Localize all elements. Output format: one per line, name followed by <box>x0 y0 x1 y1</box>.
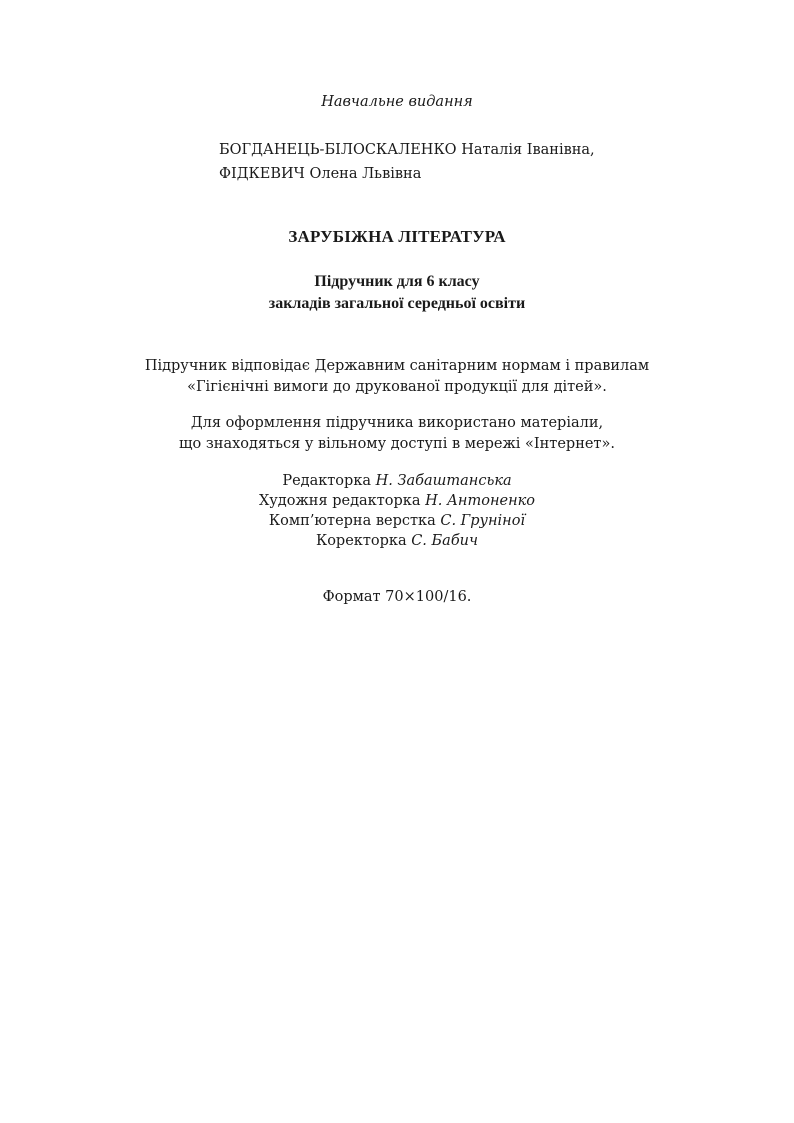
credit-name: Н. Забаштанська <box>375 473 512 489</box>
credit-name: Н. Антоненко <box>425 493 536 509</box>
book-title: ЗАРУБІЖНА ЛІТЕРАТУРА <box>288 227 506 246</box>
credit-art-editor <box>0 491 794 511</box>
credit-layout <box>0 511 794 531</box>
sanitary-note-line-1: Підручник відповідає Державним санітарним нормам і правилам <box>144 358 650 374</box>
credit-role: Редакторка <box>282 473 372 489</box>
credit-role: Комп’ютерна верстка <box>268 513 436 529</box>
credit-proofreader <box>0 531 794 551</box>
materials-note-line-2: що знаходяться у вільному доступі в мережі «Інтернет». <box>179 436 615 452</box>
credit-editor <box>0 471 794 491</box>
subtitle-line-2: закладів загальної середньої освіти <box>268 295 526 312</box>
edition-type: Навчальне видання <box>321 94 473 110</box>
author-2 <box>219 164 421 184</box>
author-1-surname: БОГДАНЕЦЬ-БІЛОСКАЛЕНКО <box>219 142 457 158</box>
author-2-surname: ФІДКЕВИЧ <box>219 166 305 182</box>
sanitary-note-line-2: «Гігієнічні вимоги до друкованої продукції для дітей». <box>187 379 607 395</box>
credit-role: Художня редакторка <box>258 493 421 509</box>
credit-name: С. Груніної <box>440 513 526 529</box>
subtitle-line-1: Підручник для 6 класу <box>314 273 480 290</box>
credit-role: Коректорка <box>315 533 412 549</box>
author-2-given: Олена Львівна <box>309 166 422 182</box>
credit-name: С. Бабич <box>411 533 479 549</box>
author-1-given: Наталія Іванівна, <box>461 142 595 158</box>
materials-note-line-1: Для оформлення підручника використано матеріали, <box>190 415 604 431</box>
author-1 <box>219 140 595 160</box>
format-line: Формат 70×100/16. <box>322 589 472 605</box>
